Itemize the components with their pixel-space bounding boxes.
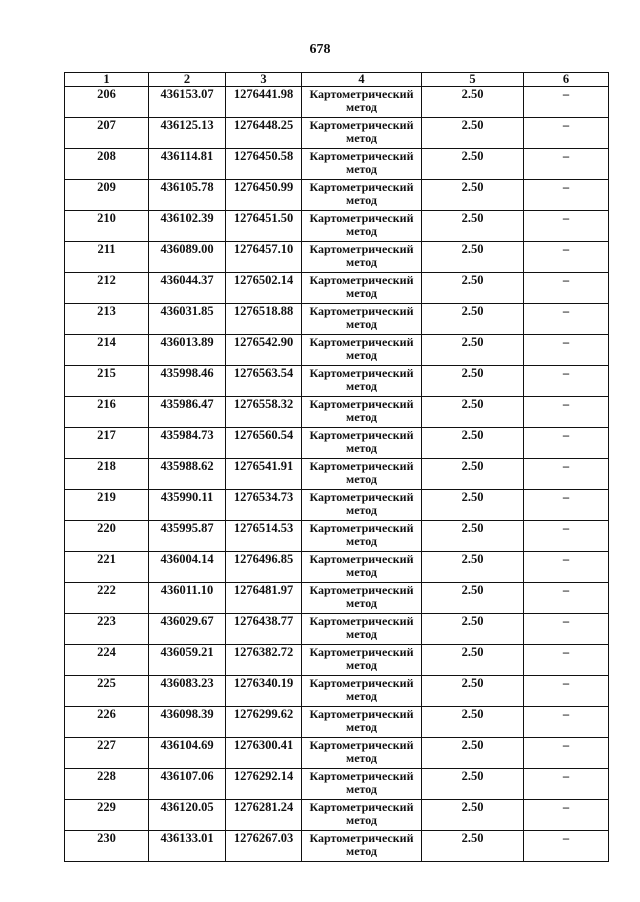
table-row bbox=[65, 149, 609, 180]
note-cell: – bbox=[524, 397, 609, 428]
column-header-2: 2 bbox=[149, 73, 226, 87]
x-coordinate-cell: 436083.23 bbox=[149, 676, 226, 707]
method-cell: Картометрический метод bbox=[302, 180, 422, 211]
table-body bbox=[65, 87, 609, 862]
note-cell: – bbox=[524, 552, 609, 583]
table-row bbox=[65, 304, 609, 335]
y-coordinate-cell: 1276441.98 bbox=[226, 87, 302, 118]
y-coordinate-cell: 1276534.73 bbox=[226, 490, 302, 521]
y-coordinate-cell: 1276451.50 bbox=[226, 211, 302, 242]
x-coordinate-cell: 435995.87 bbox=[149, 521, 226, 552]
note-cell: – bbox=[524, 831, 609, 862]
table-row bbox=[65, 769, 609, 800]
y-coordinate-cell: 1276281.24 bbox=[226, 800, 302, 831]
point-number-cell: 211 bbox=[65, 242, 149, 273]
method-cell: Картометрический метод bbox=[302, 366, 422, 397]
accuracy-cell: 2.50 bbox=[422, 521, 524, 552]
point-number-cell: 230 bbox=[65, 831, 149, 862]
accuracy-cell: 2.50 bbox=[422, 552, 524, 583]
point-number-cell: 224 bbox=[65, 645, 149, 676]
point-number-cell: 225 bbox=[65, 676, 149, 707]
column-header-4: 4 bbox=[302, 73, 422, 87]
table-row bbox=[65, 831, 609, 862]
x-coordinate-cell: 436011.10 bbox=[149, 583, 226, 614]
y-coordinate-cell: 1276267.03 bbox=[226, 831, 302, 862]
accuracy-cell: 2.50 bbox=[422, 273, 524, 304]
point-number-cell: 218 bbox=[65, 459, 149, 490]
accuracy-cell: 2.50 bbox=[422, 738, 524, 769]
x-coordinate-cell: 435998.46 bbox=[149, 366, 226, 397]
note-cell: – bbox=[524, 335, 609, 366]
method-cell: Картометрический метод bbox=[302, 87, 422, 118]
table-row bbox=[65, 552, 609, 583]
x-coordinate-cell: 436107.06 bbox=[149, 769, 226, 800]
coordinates-table bbox=[64, 72, 609, 862]
point-number-cell: 214 bbox=[65, 335, 149, 366]
table-row bbox=[65, 800, 609, 831]
method-cell: Картометрический метод bbox=[302, 428, 422, 459]
accuracy-cell: 2.50 bbox=[422, 800, 524, 831]
x-coordinate-cell: 436120.05 bbox=[149, 800, 226, 831]
x-coordinate-cell: 436089.00 bbox=[149, 242, 226, 273]
method-cell: Картометрический метод bbox=[302, 490, 422, 521]
accuracy-cell: 2.50 bbox=[422, 304, 524, 335]
x-coordinate-cell: 436029.67 bbox=[149, 614, 226, 645]
note-cell: – bbox=[524, 304, 609, 335]
table-row bbox=[65, 459, 609, 490]
table-row bbox=[65, 273, 609, 304]
method-cell: Картометрический метод bbox=[302, 273, 422, 304]
note-cell: – bbox=[524, 738, 609, 769]
point-number-cell: 217 bbox=[65, 428, 149, 459]
point-number-cell: 208 bbox=[65, 149, 149, 180]
accuracy-cell: 2.50 bbox=[422, 87, 524, 118]
accuracy-cell: 2.50 bbox=[422, 831, 524, 862]
table-row bbox=[65, 242, 609, 273]
y-coordinate-cell: 1276558.32 bbox=[226, 397, 302, 428]
method-cell: Картометрический метод bbox=[302, 242, 422, 273]
x-coordinate-cell: 436098.39 bbox=[149, 707, 226, 738]
y-coordinate-cell: 1276541.91 bbox=[226, 459, 302, 490]
x-coordinate-cell: 435988.62 bbox=[149, 459, 226, 490]
point-number-cell: 228 bbox=[65, 769, 149, 800]
note-cell: – bbox=[524, 645, 609, 676]
point-number-cell: 223 bbox=[65, 614, 149, 645]
accuracy-cell: 2.50 bbox=[422, 242, 524, 273]
method-cell: Картометрический метод bbox=[302, 211, 422, 242]
point-number-cell: 216 bbox=[65, 397, 149, 428]
point-number-cell: 220 bbox=[65, 521, 149, 552]
point-number-cell: 210 bbox=[65, 211, 149, 242]
page-number: 678 bbox=[309, 42, 331, 57]
method-cell: Картометрический метод bbox=[302, 645, 422, 676]
point-number-cell: 215 bbox=[65, 366, 149, 397]
note-cell: – bbox=[524, 87, 609, 118]
table-row bbox=[65, 614, 609, 645]
method-cell: Картометрический метод bbox=[302, 521, 422, 552]
table-row bbox=[65, 521, 609, 552]
note-cell: – bbox=[524, 273, 609, 304]
y-coordinate-cell: 1276450.99 bbox=[226, 180, 302, 211]
y-coordinate-cell: 1276518.88 bbox=[226, 304, 302, 335]
accuracy-cell: 2.50 bbox=[422, 707, 524, 738]
accuracy-cell: 2.50 bbox=[422, 335, 524, 366]
point-number-cell: 207 bbox=[65, 118, 149, 149]
table-row bbox=[65, 87, 609, 118]
accuracy-cell: 2.50 bbox=[422, 180, 524, 211]
column-header-5: 5 bbox=[422, 73, 524, 87]
x-coordinate-cell: 436013.89 bbox=[149, 335, 226, 366]
table-row bbox=[65, 583, 609, 614]
y-coordinate-cell: 1276481.97 bbox=[226, 583, 302, 614]
table-row bbox=[65, 676, 609, 707]
method-cell: Картометрический метод bbox=[302, 676, 422, 707]
note-cell: – bbox=[524, 769, 609, 800]
note-cell: – bbox=[524, 583, 609, 614]
table-row bbox=[65, 211, 609, 242]
method-cell: Картометрический метод bbox=[302, 149, 422, 180]
accuracy-cell: 2.50 bbox=[422, 490, 524, 521]
point-number-cell: 226 bbox=[65, 707, 149, 738]
table-header-row bbox=[65, 73, 609, 87]
x-coordinate-cell: 436102.39 bbox=[149, 211, 226, 242]
y-coordinate-cell: 1276563.54 bbox=[226, 366, 302, 397]
table-row bbox=[65, 366, 609, 397]
note-cell: – bbox=[524, 490, 609, 521]
y-coordinate-cell: 1276542.90 bbox=[226, 335, 302, 366]
method-cell: Картометрический метод bbox=[302, 707, 422, 738]
point-number-cell: 222 bbox=[65, 583, 149, 614]
y-coordinate-cell: 1276300.41 bbox=[226, 738, 302, 769]
point-number-cell: 212 bbox=[65, 273, 149, 304]
accuracy-cell: 2.50 bbox=[422, 211, 524, 242]
column-header-1: 1 bbox=[65, 73, 149, 87]
point-number-cell: 227 bbox=[65, 738, 149, 769]
note-cell: – bbox=[524, 707, 609, 738]
x-coordinate-cell: 435990.11 bbox=[149, 490, 226, 521]
table-row bbox=[65, 738, 609, 769]
y-coordinate-cell: 1276438.77 bbox=[226, 614, 302, 645]
accuracy-cell: 2.50 bbox=[422, 118, 524, 149]
x-coordinate-cell: 436059.21 bbox=[149, 645, 226, 676]
column-header-3: 3 bbox=[226, 73, 302, 87]
y-coordinate-cell: 1276450.58 bbox=[226, 149, 302, 180]
method-cell: Картометрический метод bbox=[302, 118, 422, 149]
method-cell: Картометрический метод bbox=[302, 831, 422, 862]
note-cell: – bbox=[524, 800, 609, 831]
x-coordinate-cell: 436125.13 bbox=[149, 118, 226, 149]
method-cell: Картометрический метод bbox=[302, 614, 422, 645]
accuracy-cell: 2.50 bbox=[422, 614, 524, 645]
x-coordinate-cell: 436153.07 bbox=[149, 87, 226, 118]
note-cell: – bbox=[524, 118, 609, 149]
y-coordinate-cell: 1276514.53 bbox=[226, 521, 302, 552]
method-cell: Картометрический метод bbox=[302, 769, 422, 800]
note-cell: – bbox=[524, 242, 609, 273]
y-coordinate-cell: 1276448.25 bbox=[226, 118, 302, 149]
point-number-cell: 219 bbox=[65, 490, 149, 521]
y-coordinate-cell: 1276560.54 bbox=[226, 428, 302, 459]
table-row bbox=[65, 118, 609, 149]
point-number-cell: 209 bbox=[65, 180, 149, 211]
note-cell: – bbox=[524, 676, 609, 707]
table-row bbox=[65, 335, 609, 366]
table-row bbox=[65, 645, 609, 676]
y-coordinate-cell: 1276292.14 bbox=[226, 769, 302, 800]
x-coordinate-cell: 436114.81 bbox=[149, 149, 226, 180]
x-coordinate-cell: 436031.85 bbox=[149, 304, 226, 335]
table-row bbox=[65, 428, 609, 459]
method-cell: Картометрический метод bbox=[302, 552, 422, 583]
table-row bbox=[65, 707, 609, 738]
method-cell: Картометрический метод bbox=[302, 738, 422, 769]
x-coordinate-cell: 436104.69 bbox=[149, 738, 226, 769]
point-number-cell: 206 bbox=[65, 87, 149, 118]
accuracy-cell: 2.50 bbox=[422, 397, 524, 428]
note-cell: – bbox=[524, 428, 609, 459]
method-cell: Картометрический метод bbox=[302, 335, 422, 366]
point-number-cell: 229 bbox=[65, 800, 149, 831]
accuracy-cell: 2.50 bbox=[422, 769, 524, 800]
note-cell: – bbox=[524, 211, 609, 242]
accuracy-cell: 2.50 bbox=[422, 583, 524, 614]
note-cell: – bbox=[524, 521, 609, 552]
table-row bbox=[65, 490, 609, 521]
method-cell: Картометрический метод bbox=[302, 459, 422, 490]
note-cell: – bbox=[524, 366, 609, 397]
table-row bbox=[65, 180, 609, 211]
note-cell: – bbox=[524, 180, 609, 211]
y-coordinate-cell: 1276382.72 bbox=[226, 645, 302, 676]
accuracy-cell: 2.50 bbox=[422, 149, 524, 180]
method-cell: Картометрический метод bbox=[302, 800, 422, 831]
x-coordinate-cell: 436044.37 bbox=[149, 273, 226, 304]
accuracy-cell: 2.50 bbox=[422, 645, 524, 676]
note-cell: – bbox=[524, 614, 609, 645]
y-coordinate-cell: 1276457.10 bbox=[226, 242, 302, 273]
y-coordinate-cell: 1276496.85 bbox=[226, 552, 302, 583]
method-cell: Картометрический метод bbox=[302, 304, 422, 335]
note-cell: – bbox=[524, 149, 609, 180]
table-row bbox=[65, 397, 609, 428]
method-cell: Картометрический метод bbox=[302, 397, 422, 428]
x-coordinate-cell: 435986.47 bbox=[149, 397, 226, 428]
column-header-6: 6 bbox=[524, 73, 609, 87]
point-number-cell: 221 bbox=[65, 552, 149, 583]
accuracy-cell: 2.50 bbox=[422, 428, 524, 459]
x-coordinate-cell: 436004.14 bbox=[149, 552, 226, 583]
accuracy-cell: 2.50 bbox=[422, 676, 524, 707]
y-coordinate-cell: 1276299.62 bbox=[226, 707, 302, 738]
accuracy-cell: 2.50 bbox=[422, 366, 524, 397]
x-coordinate-cell: 436133.01 bbox=[149, 831, 226, 862]
note-cell: – bbox=[524, 459, 609, 490]
accuracy-cell: 2.50 bbox=[422, 459, 524, 490]
method-cell: Картометрический метод bbox=[302, 583, 422, 614]
y-coordinate-cell: 1276502.14 bbox=[226, 273, 302, 304]
x-coordinate-cell: 436105.78 bbox=[149, 180, 226, 211]
x-coordinate-cell: 435984.73 bbox=[149, 428, 226, 459]
point-number-cell: 213 bbox=[65, 304, 149, 335]
y-coordinate-cell: 1276340.19 bbox=[226, 676, 302, 707]
